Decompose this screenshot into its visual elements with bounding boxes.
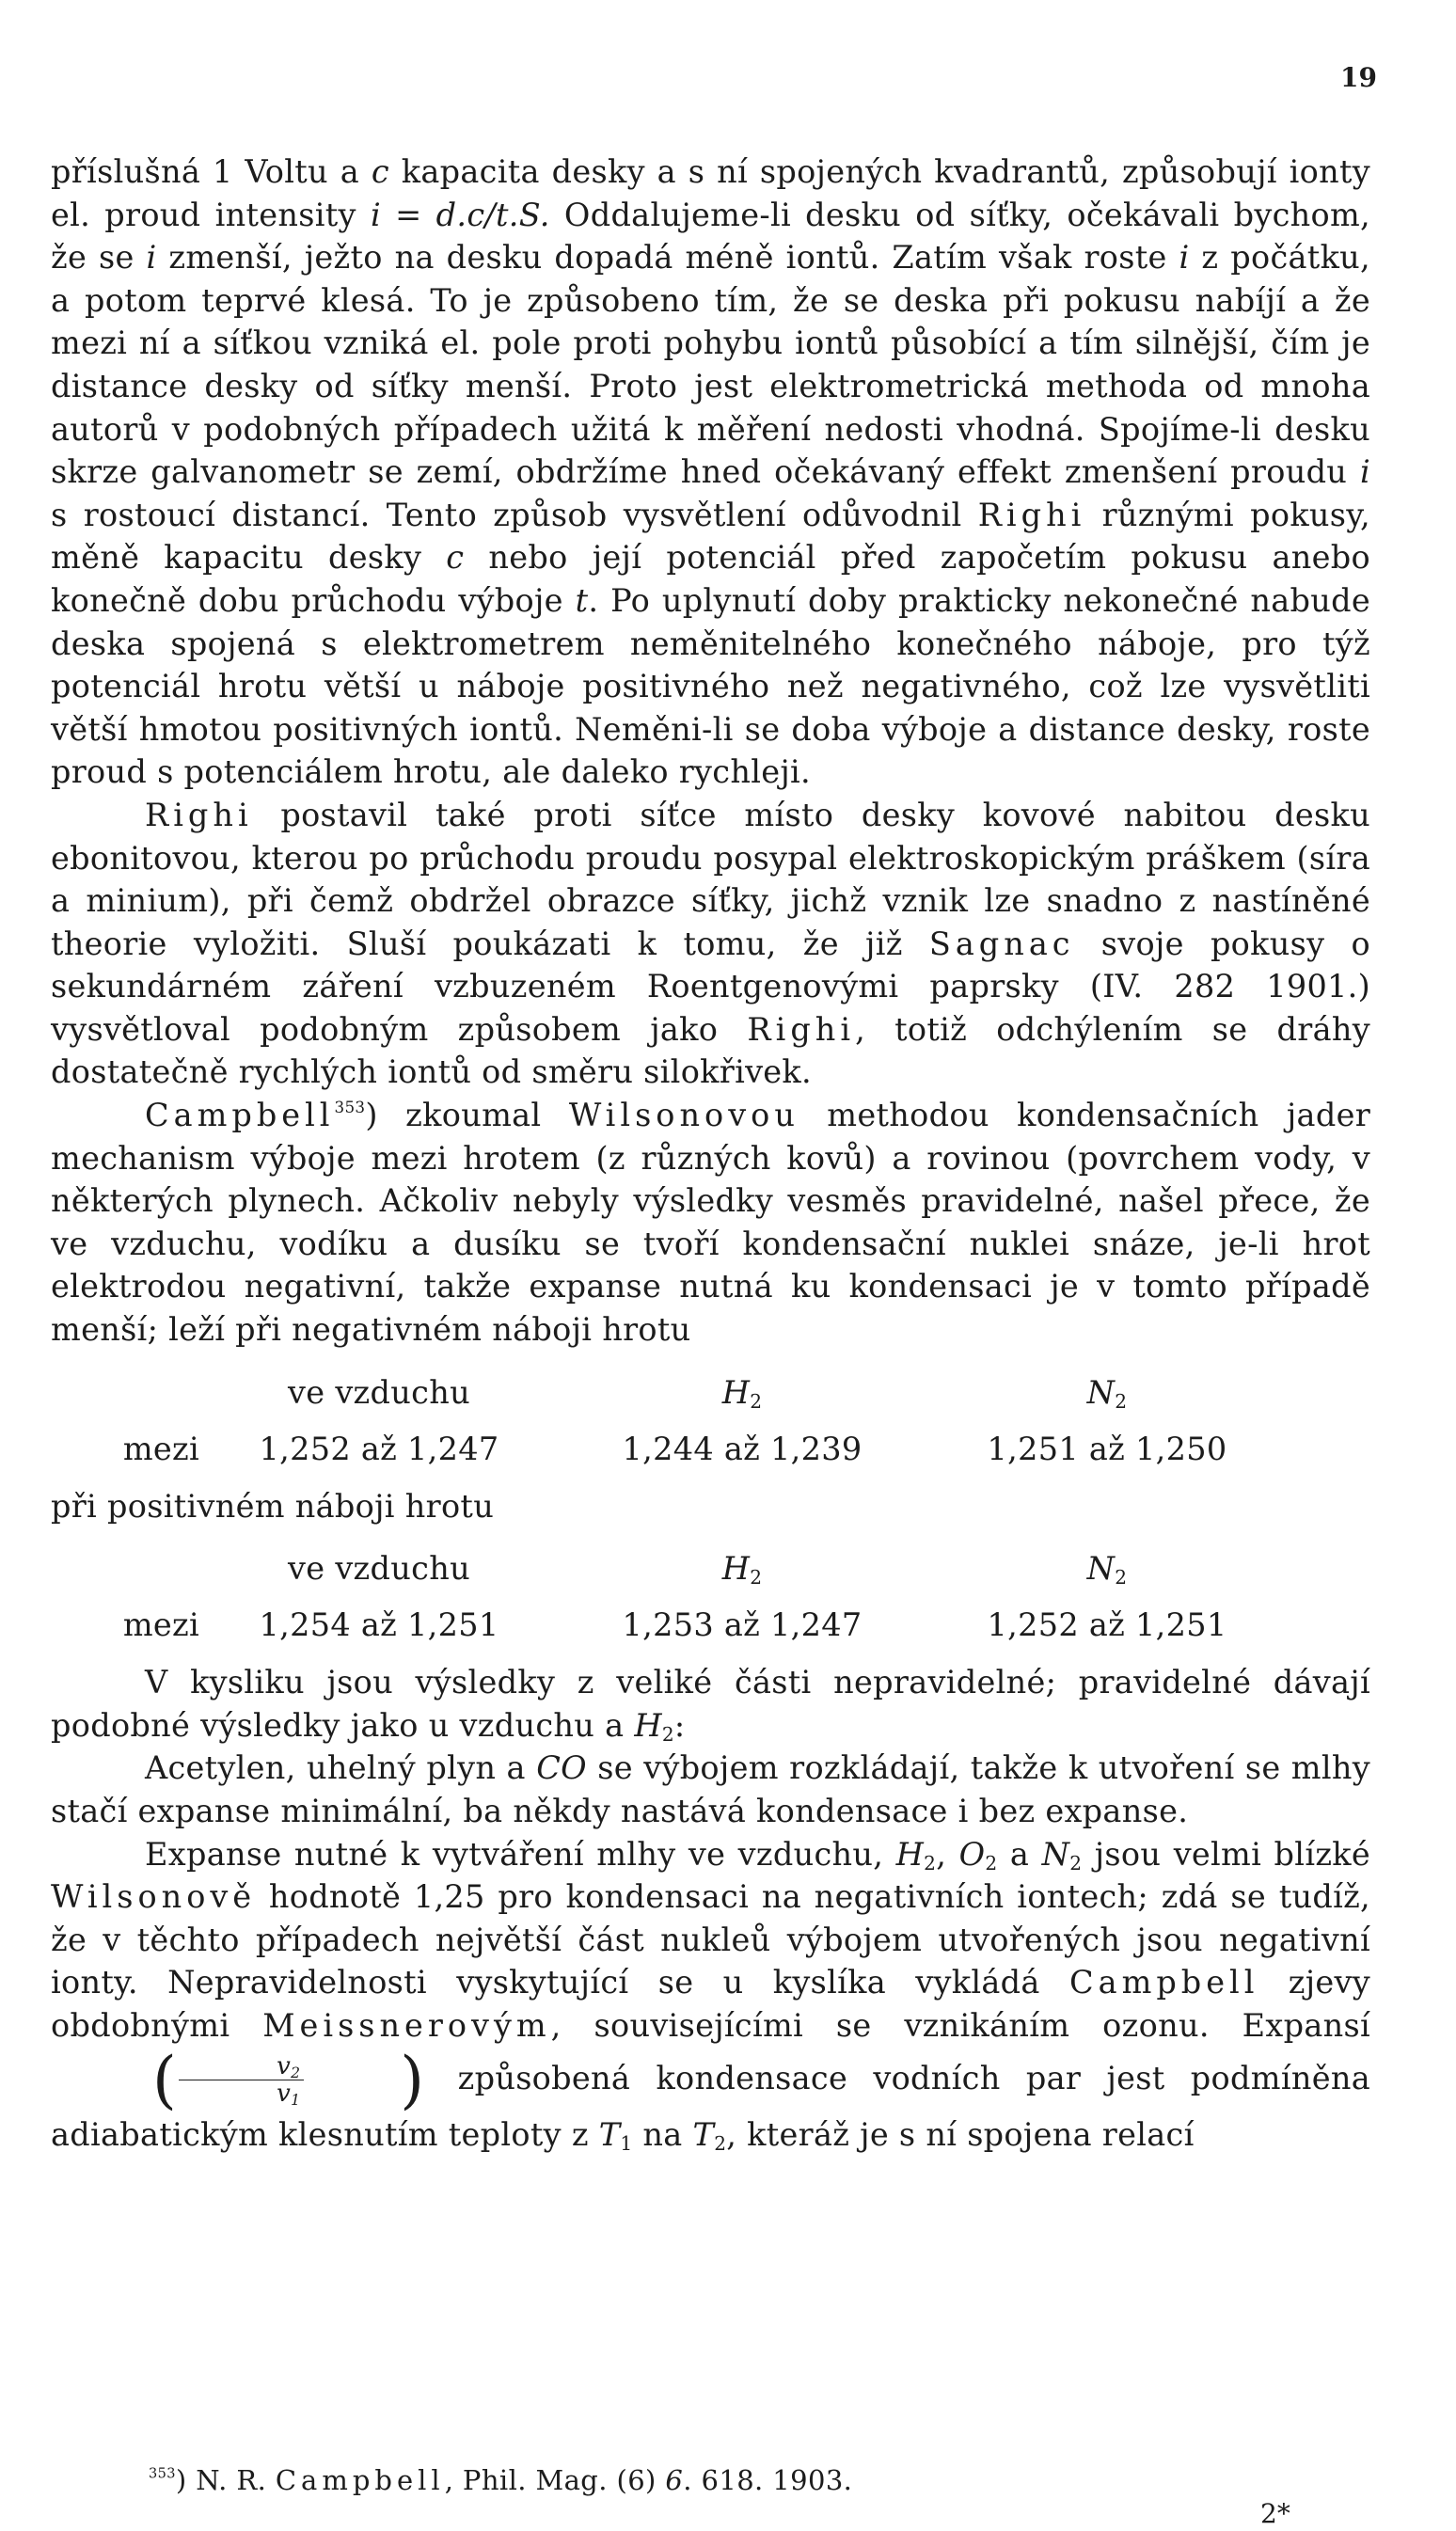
col-hydrogen: $H_2$ (721, 1373, 763, 1413)
table-cell: 1,253 až 1,247 (622, 1606, 863, 1644)
author-name: Righi (977, 496, 1086, 533)
paragraph-2: Righi postavil také proti síťce místo desky kovové nabitou desku ebonitovou, kterou po průchodu proudu posypal elektroskopickým práškem (síra a minium), při čemž obdržel obrazce síťky, jichž vznik lze snadno z nastíněné theorie vyložiti. Sluší poukázati k tomu, že již Sagnac svoje pokusy o sekundárném záření vzbuzeném Roentgenovými paprsky (IV. 282 1901.) vysvětloval podobným způsobem jako Righi, totiž odchýlením se dráhy dostatečně rychlých iontů od směru silokřivek. (51, 796, 1371, 1091)
paragraph-1: příslušná 1 Voltu a c kapacita desky a s ní spojených kvadrantů, způsobují ionty el. proud intensity i = d.c/t.S. Oddalujeme-li desku od síťky, očekávali bychom, že se i zmenší, ježto na desku dopadá méně iontů. Zatím však roste i z počátku, a potom teprvé klesá. To je způsobeno tím, že se deska při pokusu nabíjí a že mezi ní a síťkou vzniká el. pole proti pohybu iontů působící a tím silnější, čím je distance desky od síťky menší. Proto jest elektrometrická methoda od mnoha autorů v podobných případech užitá k měření nedosti vhodná. Spojíme-li desku skrze galvanometr se zemí, obdržíme hned očekávaný effekt zmenšení proudu i s rostoucí distancí. Tento způsob vysvětlení odůvodnil Righi různými pokusy, měně kapacitu desky c nebo její potenciál před započetím pokusu anebo konečně dobu průchodu výboje t. Po uplynutí doby prakticky nekonečné nabude deska spojená s elektrometrem neměnitelného konečného náboje, pro týž potenciál hrotu větší u náboje positivného než negativného, což lze vysvětliti větší hmotou positivných iontů. Neměni-li se doba výboje a distance desky, roste proud s potenciálem hrotu, ale daleko rychleji. (51, 153, 1371, 791)
table-negative (51, 1365, 1370, 1478)
author-name: Righi (747, 1010, 856, 1048)
formula-co: CO (536, 1749, 587, 1787)
author-name: Campbell (1068, 1964, 1259, 2001)
page-number: 19 (1340, 62, 1377, 93)
var-i: i (146, 239, 157, 277)
volume-ratio-fraction: ( $\frac{v_2}{v_1}$ ) (152, 2043, 425, 2116)
table-row (51, 1421, 1370, 1478)
row-label: mezi (122, 1430, 199, 1467)
paragraph-3: Campbell$^{353}$) zkoumal Wilsonovou methodou kondensačních jader mechanism výboje mezi hrotem (z různých kovů) a rovinou (povrchem vody, v některých plynech. Ačkoliv nebyly výsledky vesměs pravidelné, našel přece, že ve vzduchu, vodíku a dusíku se tvoří kondensační nuklei snáze, je-li hrot elektrodou negativní, takže expanse nutná ku kondensaci je v tomto případě menší; leží při negativném náboji hrotu (51, 1097, 1371, 1349)
var-c: c (371, 153, 389, 190)
author-name: Righi (145, 796, 253, 833)
table-positive (51, 1541, 1370, 1653)
col-nitrogen: $N_2$ (1086, 1550, 1128, 1590)
table-cell: 1,244 až 1,239 (622, 1430, 863, 1467)
row-label: mezi (122, 1606, 199, 1644)
paragraph-6: Expanse nutné k vytváření mlhy ve vzduchu, $H_2$, $O_2$ a $N_2$ jsou velmi blízké Wilsonově hodnotě 1,25 pro kondensaci na negativních iontech; zdá se tudíž, že v těchto případech největší část nukleů výbojem utvořených jsou negativní ionty. Nepravidelnosti vyskytující se u kyslíka vykládá Campbell zjevy obdobnými Meissnerovým, souvisejícími se vznikáním ozonu. Expansí ( $\frac{v_2}{v_1}$ ) způsobená kondensace vodních par jest podmíněna adiabatickým klesnutím teploty z $T_1$ na $T_2$, kteráž je s ní spojena relací (51, 1835, 1371, 2155)
table-header-row (51, 1365, 1370, 1421)
table-cell: 1,254 až 1,251 (259, 1606, 499, 1644)
var-c: c (446, 539, 465, 577)
author-name: Campbell (145, 1097, 335, 1134)
footnote-marker: 353 (149, 2466, 176, 2482)
footnote-ref: 353 (334, 1097, 366, 1116)
body-text (51, 150, 1370, 2156)
table-header-row (51, 1541, 1370, 1597)
author-name: Wilsonovou (568, 1097, 799, 1134)
var-i: i (1359, 453, 1370, 491)
footnote: $^{353}$) N. R. Campbell, Phil. Mag. (6) 6. 618. 1903. (149, 2464, 853, 2496)
table-cell: 1,252 až 1,251 (987, 1606, 1227, 1644)
author-name: Sagnac (928, 925, 1075, 962)
var-i: i (1179, 239, 1190, 277)
author-name: Meissnerovým (262, 2006, 551, 2044)
col-hydrogen: $H_2$ (721, 1550, 763, 1590)
author-name: Wilsonově (51, 1878, 257, 1916)
table-cell: 1,251 až 1,250 (987, 1430, 1227, 1467)
col-air: ve vzduchu (288, 1373, 470, 1411)
var-t: t (575, 581, 589, 619)
positive-charge-line: při positivném náboji hrotu (51, 1487, 495, 1525)
author-name: Campbell (275, 2464, 445, 2496)
table-row (51, 1597, 1370, 1653)
paragraph-5: Acetylen, uhelný plyn a CO se výbojem rozkládají, takže k utvoření se mlhy stačí expanse minimální, ba někdy nastává kondensace i bez expanse. (51, 1749, 1370, 1829)
printer-signature: 2* (1260, 2498, 1290, 2529)
table-cell: 1,252 až 1,247 (259, 1430, 499, 1467)
paragraph-4: V kysliku jsou výsledky z veliké části nepravidelné; pravidelné dávají podobné výsledky jako u vzduchu a $H_2$: (51, 1664, 1370, 1746)
col-air: ve vzduchu (288, 1550, 470, 1588)
col-nitrogen: $N_2$ (1086, 1373, 1128, 1413)
formula: i = d.c/t.S. (370, 196, 550, 233)
